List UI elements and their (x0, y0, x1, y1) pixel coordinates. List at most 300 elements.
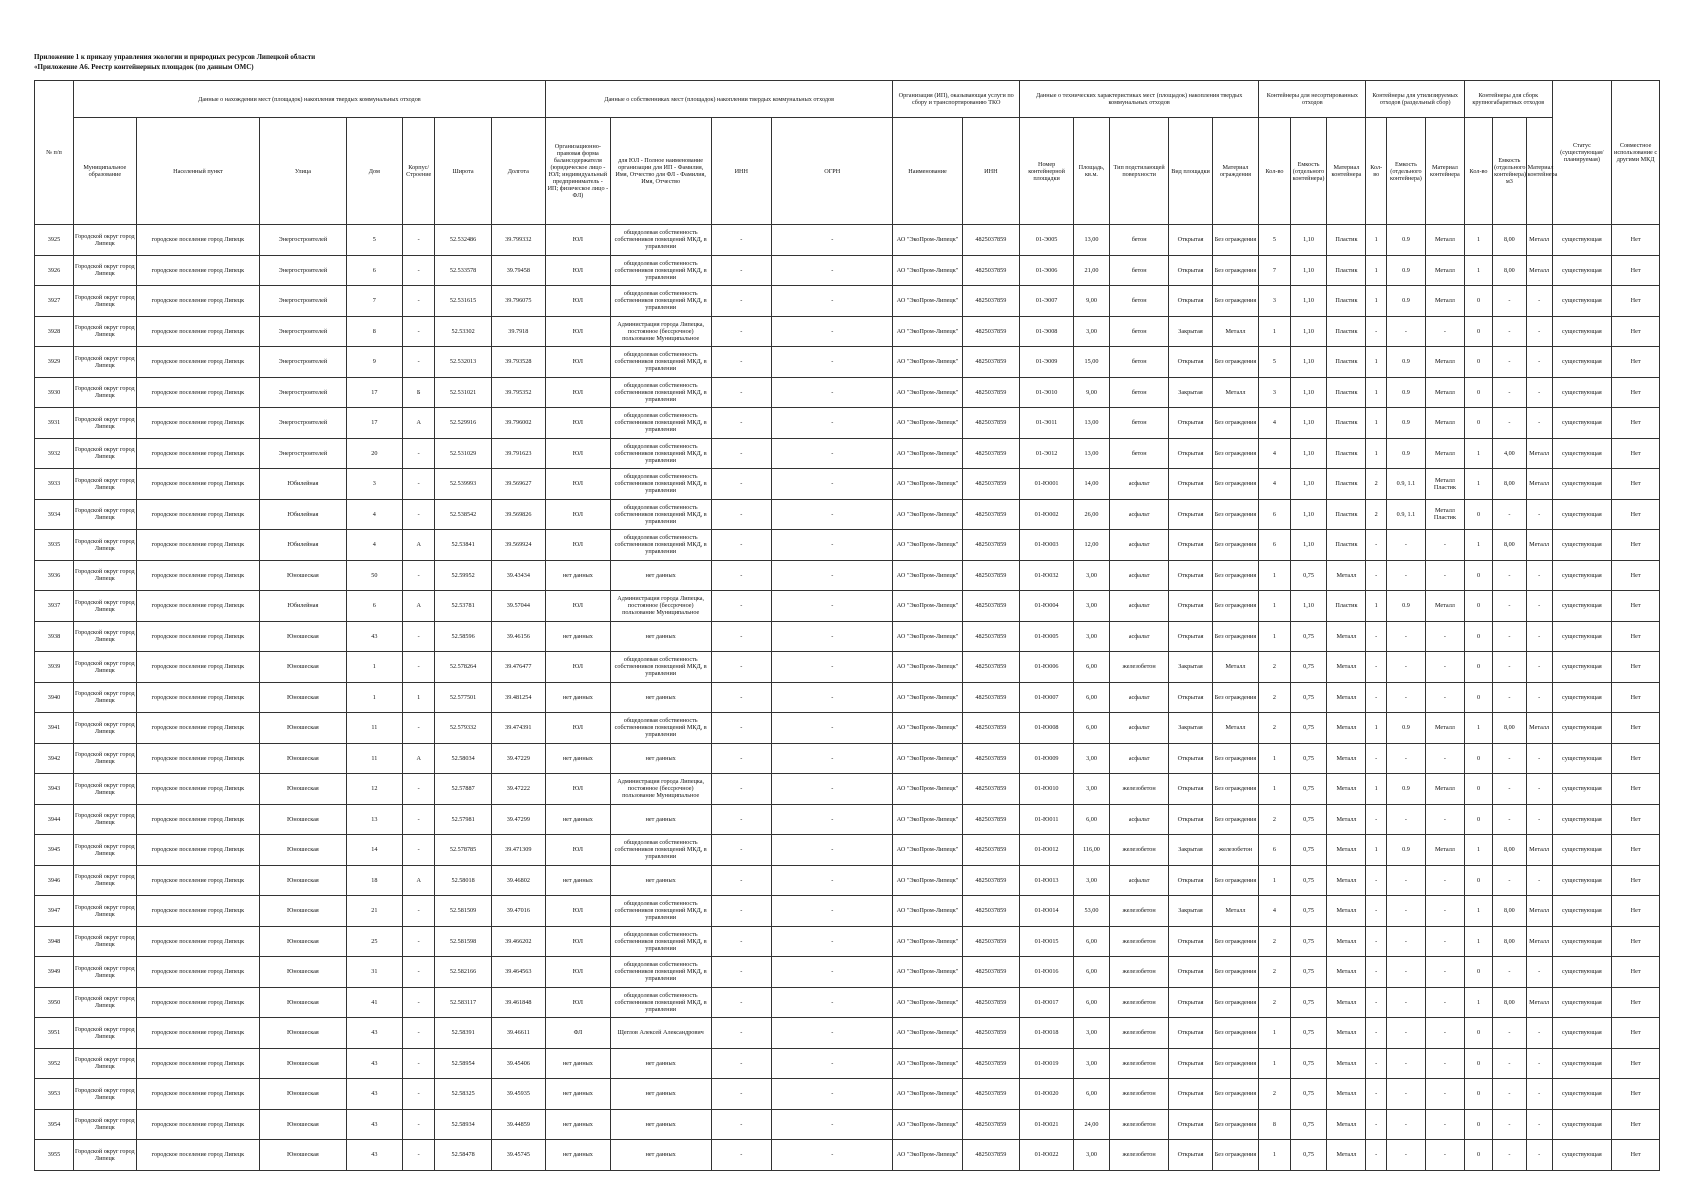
cell-plate-number-text: 01-Ю008 (1034, 724, 1059, 732)
cell-shared-text: Нет (1630, 937, 1641, 945)
cell-inn (711, 408, 772, 439)
cell-ogrn-text: - (831, 785, 834, 793)
cell-latitude-text: 52.57981 (451, 815, 475, 823)
cell-qty-3 (1464, 530, 1492, 561)
cell-inn-text: - (740, 1059, 743, 1067)
cell-material-1-text: Металл (1336, 815, 1357, 823)
cell-ogrn-text: - (831, 480, 834, 488)
cell-settlement-text: городское поселение город Липецк (151, 1151, 245, 1159)
cell-settlement (136, 926, 259, 957)
cell-qty-2 (1366, 560, 1387, 591)
cell-surface (1109, 804, 1169, 835)
cell-fence (1212, 591, 1259, 622)
cell-operator-name-text: АО "ЭкоПром-Липецк" (896, 510, 959, 518)
cell-fence (1212, 621, 1259, 652)
cell-plate-number (1020, 255, 1074, 286)
table-row (35, 255, 1660, 286)
cell-owner-name (610, 987, 711, 1018)
cell-inn (711, 286, 772, 317)
cell-volume-3-text: - (1508, 632, 1511, 640)
cell-area-text: 9,00 (1086, 388, 1097, 396)
cell-plate-type (1169, 1018, 1212, 1049)
cell-surface (1109, 743, 1169, 774)
cell-org-form (545, 499, 610, 530)
cell-fence-text: Без ограждения (1214, 1151, 1257, 1159)
cell-municipality-text: Городской округ город Липецк (75, 751, 135, 766)
cell-house (346, 560, 402, 591)
cell-material-3 (1526, 347, 1552, 378)
cell-fence-text: Без ограждения (1214, 937, 1257, 945)
cell-street (260, 408, 347, 439)
cell-settlement (136, 499, 259, 530)
cell-house (346, 621, 402, 652)
cell-qty-3-text: 0 (1476, 510, 1481, 518)
cell-num-text: 3947 (47, 907, 61, 915)
cell-volume-1-text: 0,75 (1303, 937, 1314, 945)
cell-volume-1 (1290, 1109, 1327, 1140)
cell-inn (711, 835, 772, 866)
cell-volume-3 (1493, 743, 1527, 774)
cell-settlement-text: городское поселение город Липецк (151, 510, 245, 518)
cell-org-form-text: нет данных (562, 876, 593, 884)
cell-qty-3-text: 0 (1476, 693, 1481, 701)
cell-building-text: А (416, 419, 421, 427)
group-operator: Организация (ИП), оказывающая услуги по сбору и транспортированию ТКО (893, 81, 1020, 118)
cell-num (35, 652, 74, 683)
cell-operator-name (893, 865, 962, 896)
cell-volume-3-text: 8,00 (1503, 724, 1515, 732)
cell-municipality (73, 499, 136, 530)
cell-area (1074, 1109, 1110, 1140)
cell-volume-3-text: - (1508, 1151, 1511, 1159)
cell-qty-2-text: - (1375, 876, 1378, 884)
cell-plate-type (1169, 438, 1212, 469)
cell-org-form-text: нет данных (562, 1059, 593, 1067)
cell-volume-2 (1386, 1079, 1425, 1110)
table-row (35, 926, 1660, 957)
cell-surface (1109, 1140, 1169, 1171)
cell-ogrn-text: - (831, 876, 834, 884)
table-row (35, 774, 1660, 805)
cell-inn (711, 774, 772, 805)
cell-ogrn-text: - (831, 1120, 834, 1128)
cell-ogrn (772, 743, 893, 774)
cell-area-text: 9,00 (1086, 297, 1097, 305)
cell-volume-3 (1493, 225, 1527, 256)
cell-owner-name-text: общедолевая собственность собственников помещений МКД, в управлении (614, 290, 707, 312)
cell-longitude (491, 591, 545, 622)
cell-plate-number (1020, 896, 1074, 927)
cell-ogrn (772, 316, 893, 347)
cell-plate-number-text: 01-Э010 (1035, 388, 1058, 396)
cell-area-text: 14,00 (1084, 480, 1099, 488)
cell-qty-3-text: 0 (1476, 815, 1481, 823)
cell-house (346, 255, 402, 286)
cell-building-text: - (417, 236, 420, 244)
cell-num-text: 3943 (47, 785, 61, 793)
cell-num (35, 560, 74, 591)
cell-surface-text: асфальт (1128, 632, 1150, 640)
cell-volume-3-text: - (1508, 754, 1511, 762)
cell-plate-type-text: Открытая (1177, 1029, 1204, 1037)
cell-num (35, 499, 74, 530)
cell-house (346, 377, 402, 408)
cell-owner-name-text: общедолевая собственность собственников помещений МКД, в управлении (614, 534, 707, 556)
cell-shared-text: Нет (1630, 449, 1641, 457)
cell-surface-text: бетон (1131, 388, 1147, 396)
cell-house-text: 43 (371, 1120, 378, 1128)
cell-num-text: 3926 (47, 266, 61, 274)
cell-settlement-text: городское поселение город Липецк (151, 663, 245, 671)
cell-plate-number (1020, 286, 1074, 317)
cell-surface-text: железобетон (1122, 998, 1156, 1006)
cell-volume-1 (1290, 1048, 1327, 1079)
cell-num-text: 3942 (47, 754, 61, 762)
cell-operator-name-text: АО "ЭкоПром-Липецк" (896, 998, 959, 1006)
cell-ogrn-text: - (831, 541, 834, 549)
cell-surface-text: асфальт (1128, 602, 1150, 610)
cell-fence (1212, 286, 1259, 317)
cell-surface-text: железобетон (1122, 1029, 1156, 1037)
cell-plate-type-text: Открытая (1177, 1059, 1204, 1067)
cell-owner-name-text: общедолевая собственность собственников помещений МКД, в управлении (614, 503, 707, 525)
cell-latitude (435, 255, 491, 286)
cell-inn-text: - (740, 1090, 743, 1098)
cell-area (1074, 316, 1110, 347)
cell-plate-number (1020, 499, 1074, 530)
cell-shared-text: Нет (1630, 968, 1641, 976)
cell-org-form-text: ЮЛ (572, 541, 583, 549)
cell-operator-inn (962, 225, 1019, 256)
cell-ogrn-text: - (831, 449, 834, 457)
cell-inn-text: - (740, 419, 743, 427)
cell-latitude (435, 865, 491, 896)
cell-house (346, 225, 402, 256)
cell-qty-2 (1366, 469, 1387, 500)
cell-volume-1-text: 1,10 (1303, 510, 1314, 518)
cell-inn-text: - (740, 1151, 743, 1159)
cell-area (1074, 255, 1110, 286)
cell-volume-2-text: 0.9 (1402, 449, 1410, 457)
cell-plate-type-text: Закрытая (1178, 724, 1203, 732)
cell-plate-type-text: Закрытая (1178, 663, 1203, 671)
cell-municipality-text: Городской округ город Липецк (75, 446, 135, 461)
cell-street-text: Энергостроителей (278, 388, 328, 396)
cell-operator-inn (962, 499, 1019, 530)
col-settlement: Населенный пункт (136, 118, 259, 225)
cell-qty-1-text: 7 (1272, 266, 1277, 274)
cell-qty-2-text: 1 (1374, 449, 1378, 457)
cell-num (35, 1048, 74, 1079)
cell-settlement-text: городское поселение город Липецк (151, 327, 245, 335)
cell-qty-2 (1366, 225, 1387, 256)
cell-owner-name-text: общедолевая собственность собственников помещений МКД, в управлении (614, 412, 707, 434)
cell-volume-2-text: - (1404, 876, 1407, 884)
cell-qty-2-text: - (1375, 1029, 1378, 1037)
cell-latitude (435, 1048, 491, 1079)
cell-qty-2 (1366, 621, 1387, 652)
cell-status-text: существующая (1562, 1090, 1602, 1098)
cell-owner-name (610, 347, 711, 378)
cell-street-text: Юношеская (287, 1059, 319, 1067)
cell-municipality-text: Городской округ город Липецк (75, 995, 135, 1010)
cell-material-3 (1526, 408, 1552, 439)
cell-material-2 (1425, 743, 1464, 774)
cell-qty-1-text: 2 (1272, 724, 1277, 732)
cell-fence-text: Без ограждения (1214, 358, 1257, 366)
cell-plate-type (1169, 377, 1212, 408)
cell-street (260, 804, 347, 835)
cell-longitude (491, 438, 545, 469)
cell-settlement (136, 652, 259, 683)
cell-owner-name-text: общедолевая собственность собственников помещений МКД, в управлении (614, 717, 707, 739)
cell-volume-3 (1493, 1048, 1527, 1079)
cell-municipality (73, 804, 136, 835)
cell-area-text: 6,00 (1086, 815, 1097, 823)
cell-qty-3 (1464, 1018, 1492, 1049)
cell-plate-type-text: Открытая (1177, 785, 1204, 793)
cell-ogrn (772, 560, 893, 591)
cell-inn (711, 1018, 772, 1049)
cell-volume-3 (1493, 560, 1527, 591)
cell-material-3 (1526, 1109, 1552, 1140)
cell-volume-2-text: - (1404, 998, 1407, 1006)
cell-municipality-text: Городской округ город Липецк (75, 659, 135, 674)
cell-num-text: 3935 (47, 541, 61, 549)
cell-qty-1 (1259, 225, 1290, 256)
cell-ogrn (772, 438, 893, 469)
col-operator-name: Наименование (893, 118, 962, 225)
cell-material-3-text: - (1538, 327, 1541, 335)
col-owner-name: для ЮЛ - Полное наименование организации для ИП - Фамилия, Имя, Отчество для ФЛ - Фамилия, Имя, Отчество (610, 118, 711, 225)
cell-surface-text: железобетон (1122, 1151, 1156, 1159)
cell-municipality (73, 408, 136, 439)
cell-qty-2 (1366, 1018, 1387, 1049)
cell-volume-3-text: 4,00 (1503, 449, 1515, 457)
cell-street-text: Юбилейная (287, 510, 319, 518)
cell-qty-3-text: 0 (1476, 1120, 1481, 1128)
cell-material-2 (1425, 865, 1464, 896)
cell-area-text: 3,00 (1086, 1151, 1097, 1159)
cell-longitude-text: 39.461848 (505, 998, 532, 1006)
cell-ogrn (772, 621, 893, 652)
cell-operator-name-text: АО "ЭкоПром-Липецк" (896, 602, 959, 610)
cell-operator-inn-text: 4825037859 (975, 419, 1007, 427)
cell-owner-name-text: нет данных (645, 693, 676, 701)
cell-qty-3 (1464, 713, 1492, 744)
cell-operator-inn (962, 804, 1019, 835)
cell-municipality-text: Городской округ город Липецк (75, 629, 135, 644)
cell-municipality-text: Городской округ город Липецк (75, 781, 135, 796)
cell-inn-text: - (740, 785, 743, 793)
cell-surface-text: бетон (1131, 297, 1147, 305)
cell-owner-name-text: нет данных (645, 1151, 676, 1159)
cell-ogrn-text: - (831, 571, 834, 579)
cell-org-form (545, 591, 610, 622)
cell-house-text: 43 (371, 1059, 378, 1067)
group-owners: Данные о собственниках мест (площадок) накоплении твердых коммунальных отходов (545, 81, 892, 118)
cell-inn (711, 987, 772, 1018)
cell-ogrn (772, 987, 893, 1018)
cell-org-form (545, 713, 610, 744)
cell-owner-name (610, 926, 711, 957)
group-tech: Данные о технических характеристиках мест (площадок) накопления твердых коммунальных отходов (1020, 81, 1259, 118)
cell-qty-3 (1464, 621, 1492, 652)
cell-municipality-text: Городской округ город Липецк (75, 537, 135, 552)
cell-volume-3 (1493, 469, 1527, 500)
cell-volume-3-text: 8,00 (1503, 907, 1515, 915)
cell-volume-2 (1386, 560, 1425, 591)
cell-plate-type (1169, 774, 1212, 805)
cell-area (1074, 1140, 1110, 1171)
cell-building-text: - (417, 266, 420, 274)
cell-building (402, 1109, 434, 1140)
cell-operator-inn (962, 652, 1019, 683)
cell-municipality (73, 1018, 136, 1049)
cell-ogrn (772, 377, 893, 408)
cell-street (260, 774, 347, 805)
cell-building (402, 926, 434, 957)
cell-ogrn (772, 652, 893, 683)
cell-settlement-text: городское поселение город Липецк (151, 1059, 245, 1067)
cell-settlement (136, 438, 259, 469)
cell-fence (1212, 774, 1259, 805)
table-row (35, 1018, 1660, 1049)
cell-ogrn-text: - (831, 602, 834, 610)
cell-building (402, 316, 434, 347)
cell-latitude-text: 52.579332 (449, 724, 477, 732)
cell-settlement (136, 1109, 259, 1140)
cell-status (1552, 804, 1612, 835)
cell-surface (1109, 408, 1169, 439)
cell-num-text: 3954 (47, 1120, 61, 1128)
cell-material-2-text: - (1443, 1120, 1446, 1128)
cell-material-3-text: Металл (1529, 724, 1550, 732)
cell-num-text: 3939 (47, 663, 61, 671)
cell-settlement-text: городское поселение город Липецк (151, 937, 245, 945)
cell-settlement (136, 835, 259, 866)
cell-latitude-text: 52.578264 (449, 663, 477, 671)
cell-status (1552, 1048, 1612, 1079)
cell-operator-name-text: АО "ЭкоПром-Липецк" (896, 327, 959, 335)
cell-longitude (491, 774, 545, 805)
col-latitude: Широта (435, 118, 491, 225)
cell-material-1-text: Металл (1336, 937, 1357, 945)
cell-building (402, 591, 434, 622)
cell-municipality (73, 713, 136, 744)
cell-num (35, 804, 74, 835)
cell-plate-type (1169, 987, 1212, 1018)
table-row (35, 408, 1660, 439)
cell-operator-inn-text: 4825037859 (975, 510, 1007, 518)
cell-volume-1-text: 1,10 (1303, 541, 1314, 549)
cell-fence-text: Без ограждения (1214, 998, 1257, 1006)
cell-owner-name-text: общедолевая собственность собственников помещений МКД, в управлении (614, 473, 707, 495)
cell-volume-3-text: - (1508, 1029, 1511, 1037)
cell-material-1-text: Пластик (1335, 327, 1358, 335)
cell-area (1074, 682, 1110, 713)
cell-material-1 (1327, 713, 1366, 744)
cell-settlement-text: городское поселение город Липецк (151, 358, 245, 366)
cell-latitude (435, 774, 491, 805)
cell-building (402, 347, 434, 378)
cell-municipality-text: Городской округ город Липецк (75, 690, 135, 705)
cell-building (402, 621, 434, 652)
cell-plate-type-text: Открытая (1177, 754, 1204, 762)
cell-material-2-text: - (1443, 571, 1446, 579)
cell-municipality-text: Городской округ город Липецк (75, 1147, 135, 1162)
table-row (35, 652, 1660, 683)
cell-operator-inn-text: 4825037859 (975, 449, 1007, 457)
cell-house (346, 957, 402, 988)
cell-volume-3-text: 8,00 (1503, 541, 1515, 549)
cell-latitude-text: 52.582166 (449, 968, 477, 976)
cell-fence (1212, 804, 1259, 835)
cell-qty-3 (1464, 591, 1492, 622)
cell-volume-3 (1493, 347, 1527, 378)
cell-building-text: - (417, 480, 420, 488)
cell-qty-2-text: - (1375, 541, 1378, 549)
cell-owner-name-text: общедолевая собственность собственников помещений МКД, в управлении (614, 900, 707, 922)
cell-org-form (545, 804, 610, 835)
cell-inn-text: - (740, 266, 743, 274)
cell-ogrn (772, 408, 893, 439)
table-row (35, 347, 1660, 378)
cell-latitude (435, 530, 491, 561)
cell-inn-text: - (740, 724, 743, 732)
cell-qty-3 (1464, 896, 1492, 927)
cell-fence (1212, 225, 1259, 256)
cell-org-form (545, 1018, 610, 1049)
cell-volume-2-text: 0.9 (1402, 419, 1410, 427)
cell-qty-3 (1464, 743, 1492, 774)
cell-street (260, 1109, 347, 1140)
cell-material-2-text: Металл (1434, 388, 1455, 396)
cell-area-text: 53,00 (1084, 907, 1099, 915)
cell-operator-name (893, 682, 962, 713)
cell-qty-2-text: - (1375, 754, 1378, 762)
cell-fence-text: Без ограждения (1214, 541, 1257, 549)
cell-material-1 (1327, 804, 1366, 835)
cell-ogrn-text: - (831, 1059, 834, 1067)
cell-org-form (545, 1140, 610, 1171)
cell-qty-1 (1259, 530, 1290, 561)
table-row (35, 1109, 1660, 1140)
cell-qty-1-text: 6 (1272, 541, 1277, 549)
cell-settlement (136, 530, 259, 561)
cell-material-1 (1327, 499, 1366, 530)
cell-owner-name-text: общедолевая собственность собственников помещений МКД, в управлении (614, 839, 707, 861)
cell-inn (711, 713, 772, 744)
cell-operator-inn (962, 591, 1019, 622)
cell-municipality (73, 682, 136, 713)
cell-longitude-text: 39.47299 (506, 815, 530, 823)
cell-status (1552, 499, 1612, 530)
cell-street (260, 1140, 347, 1171)
cell-volume-1-text: 0,75 (1303, 1151, 1314, 1159)
cell-volume-1 (1290, 1079, 1327, 1110)
cell-volume-2 (1386, 591, 1425, 622)
cell-qty-3 (1464, 408, 1492, 439)
cell-material-3-text: Металл (1529, 937, 1550, 945)
cell-org-form (545, 926, 610, 957)
cell-operator-inn (962, 865, 1019, 896)
cell-operator-name (893, 530, 962, 561)
cell-material-2 (1425, 591, 1464, 622)
cell-material-3 (1526, 774, 1552, 805)
cell-volume-1-text: 0,75 (1303, 968, 1314, 976)
cell-volume-1 (1290, 957, 1327, 988)
